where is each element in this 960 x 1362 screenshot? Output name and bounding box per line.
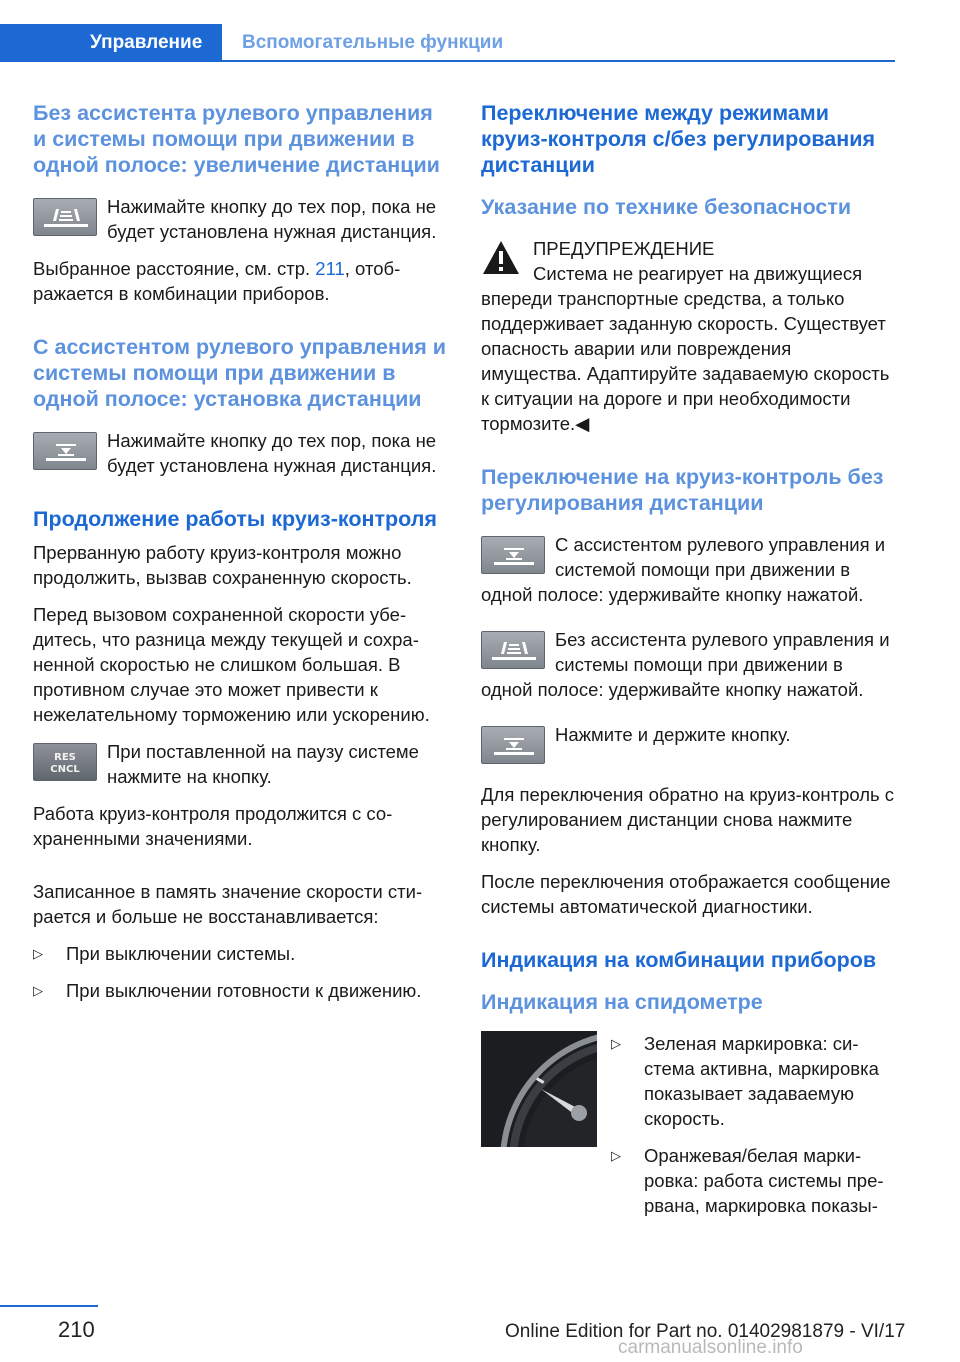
paragraph-resume-3: Работа круиз-контроля продолжится с сохраненными значениями. xyxy=(33,803,393,849)
heading-increase-distance: Без ассистента рулевого управления и системы помощи при движении в одной полосе: увеличение дистанции xyxy=(33,101,440,177)
edition-note: Online Edition for Part no. 01402981879 - VI/17 xyxy=(505,1321,906,1342)
heading-set-distance: С ассистентом рулевого управления и системы помощи при движении в одной полосе: установка дистанции xyxy=(33,335,446,411)
paragraph-with-assist xyxy=(481,532,895,607)
list-item xyxy=(33,941,446,966)
text-res-button: При поставленной на паузу системе нажмите на кнопку. xyxy=(107,741,419,787)
list-item-text: При выключении готовности к движению. xyxy=(66,980,422,1001)
bullet-icon: ▷ xyxy=(611,1148,621,1163)
paragraph-resume-2: Перед вызовом сохраненной скорости убедитесь, что разница между текущей и сохраненной скоростью не слишком большая. В противном случае это может привести к нежелательному торможению или ускорению. xyxy=(33,604,430,725)
text-with-assist: С ассистентом рулевого управления и системой помощи при движении в одной полосе: удерживайте кнопку нажатой. xyxy=(481,534,886,605)
list-item-text: При выключении системы. xyxy=(66,943,296,964)
warning-triangle-icon xyxy=(481,238,521,278)
warning-text: Система не реагирует на движущиеся впереди транспортные средства, а только поддерживает заданную скорость. Существует опасность аварии или повреждения имущества. Адаптируйте задаваемую скорость к ситуации на дороге и при необходимости тормозите.◀ xyxy=(481,263,890,434)
res-cncl-button-icon xyxy=(33,743,97,781)
heading-switch-to-cruise: Переключение на круиз-контроль без регулирования дистанции xyxy=(481,465,884,515)
paragraph-resume-1: Прерванную работу круиз-контроля можно продолжить, вызвав сохраненную скорость. xyxy=(33,542,412,588)
paragraph-res-button xyxy=(33,739,446,789)
distance-button-icon xyxy=(33,432,97,470)
text-selected-distance-a: Выбранное расстояние, см. стр. xyxy=(33,258,316,279)
text-press-button-2: Нажимайте кнопку до тех пор, пока не будет установлена нужная дистанция. xyxy=(107,430,437,476)
res-label: RES xyxy=(54,752,76,763)
text-press-button-1: Нажимайте кнопку до тех пор, пока не будет установлена нужная дистанция. xyxy=(107,196,437,242)
paragraph-press-button-1 xyxy=(33,194,446,244)
text-selected-distance-b: , отображается в комбинации приборов. xyxy=(33,258,401,304)
cncl-label: CNCL xyxy=(50,764,80,775)
speedometer-marking-list xyxy=(611,1031,895,1218)
list-item-text: Оранжевая/белая маркировка: работа системы прервана, маркировка показы- xyxy=(644,1145,884,1216)
paragraph-speed-erased: Записанное в память значение скорости стирается и больше не восстанавливается: xyxy=(33,881,423,927)
tab-controls[interactable]: Управление xyxy=(0,24,222,62)
speedometer-section xyxy=(481,1031,895,1218)
distance-lanes-button-icon xyxy=(33,198,97,236)
warning-title: ПРЕДУПРЕЖДЕНИЕ xyxy=(533,238,715,259)
watermark: carmanualsonline.info xyxy=(618,1337,803,1358)
tab-assist-functions[interactable]: Вспомогательные функции xyxy=(242,32,504,53)
header-tabs xyxy=(0,24,895,62)
paragraph-without-assist xyxy=(481,627,895,702)
heading-cluster-display: Индикация на комбинации приборов xyxy=(481,948,877,972)
paragraph-diagnostic: После переключения отображается сообщение системы автоматической диагностики. xyxy=(481,871,891,917)
heading-safety: Указание по технике безопасности xyxy=(481,195,852,219)
right-column xyxy=(481,100,895,1230)
speedometer-image xyxy=(481,1031,597,1147)
distance-button-icon xyxy=(481,726,545,764)
page-link-211[interactable]: 211 xyxy=(315,258,345,279)
list-item xyxy=(611,1143,895,1218)
warning-block xyxy=(481,236,895,436)
bullet-icon: ▷ xyxy=(33,946,43,961)
list-item xyxy=(611,1031,895,1131)
footer-rule xyxy=(0,1305,98,1307)
list-item xyxy=(33,978,446,1003)
erase-conditions-list xyxy=(33,941,446,1003)
paragraph-switch-back: Для переключения обратно на круиз-контроль с регулированием дистанции снова нажмите кнопку. xyxy=(481,784,895,855)
left-column xyxy=(33,100,446,1015)
bullet-icon: ▷ xyxy=(33,983,43,998)
page-number: 210 xyxy=(58,1317,95,1342)
heading-resume-cruise: Продолжение работы круиз-контроля xyxy=(33,507,437,531)
paragraph-hold-button xyxy=(481,722,895,770)
text-hold-button: Нажмите и держите кнопку. xyxy=(555,724,791,745)
bullet-icon: ▷ xyxy=(611,1036,621,1051)
heading-speedometer: Индикация на спидометре xyxy=(481,990,763,1014)
list-item-text: Зеленая маркировка: система активна, маркировка показывает задаваемую скорость. xyxy=(644,1033,879,1129)
paragraph-selected-distance xyxy=(33,256,446,306)
heading-switch-modes: Переключение между режимами круиз-контроля с/без регулирования дистанции xyxy=(481,101,875,177)
text-without-assist: Без ассистента рулевого управления и системы помощи при движении в одной полосе: удерживайте кнопку нажатой. xyxy=(481,629,890,700)
distance-lanes-button-icon xyxy=(481,631,545,669)
paragraph-press-button-2 xyxy=(33,428,446,478)
distance-button-icon xyxy=(481,536,545,574)
